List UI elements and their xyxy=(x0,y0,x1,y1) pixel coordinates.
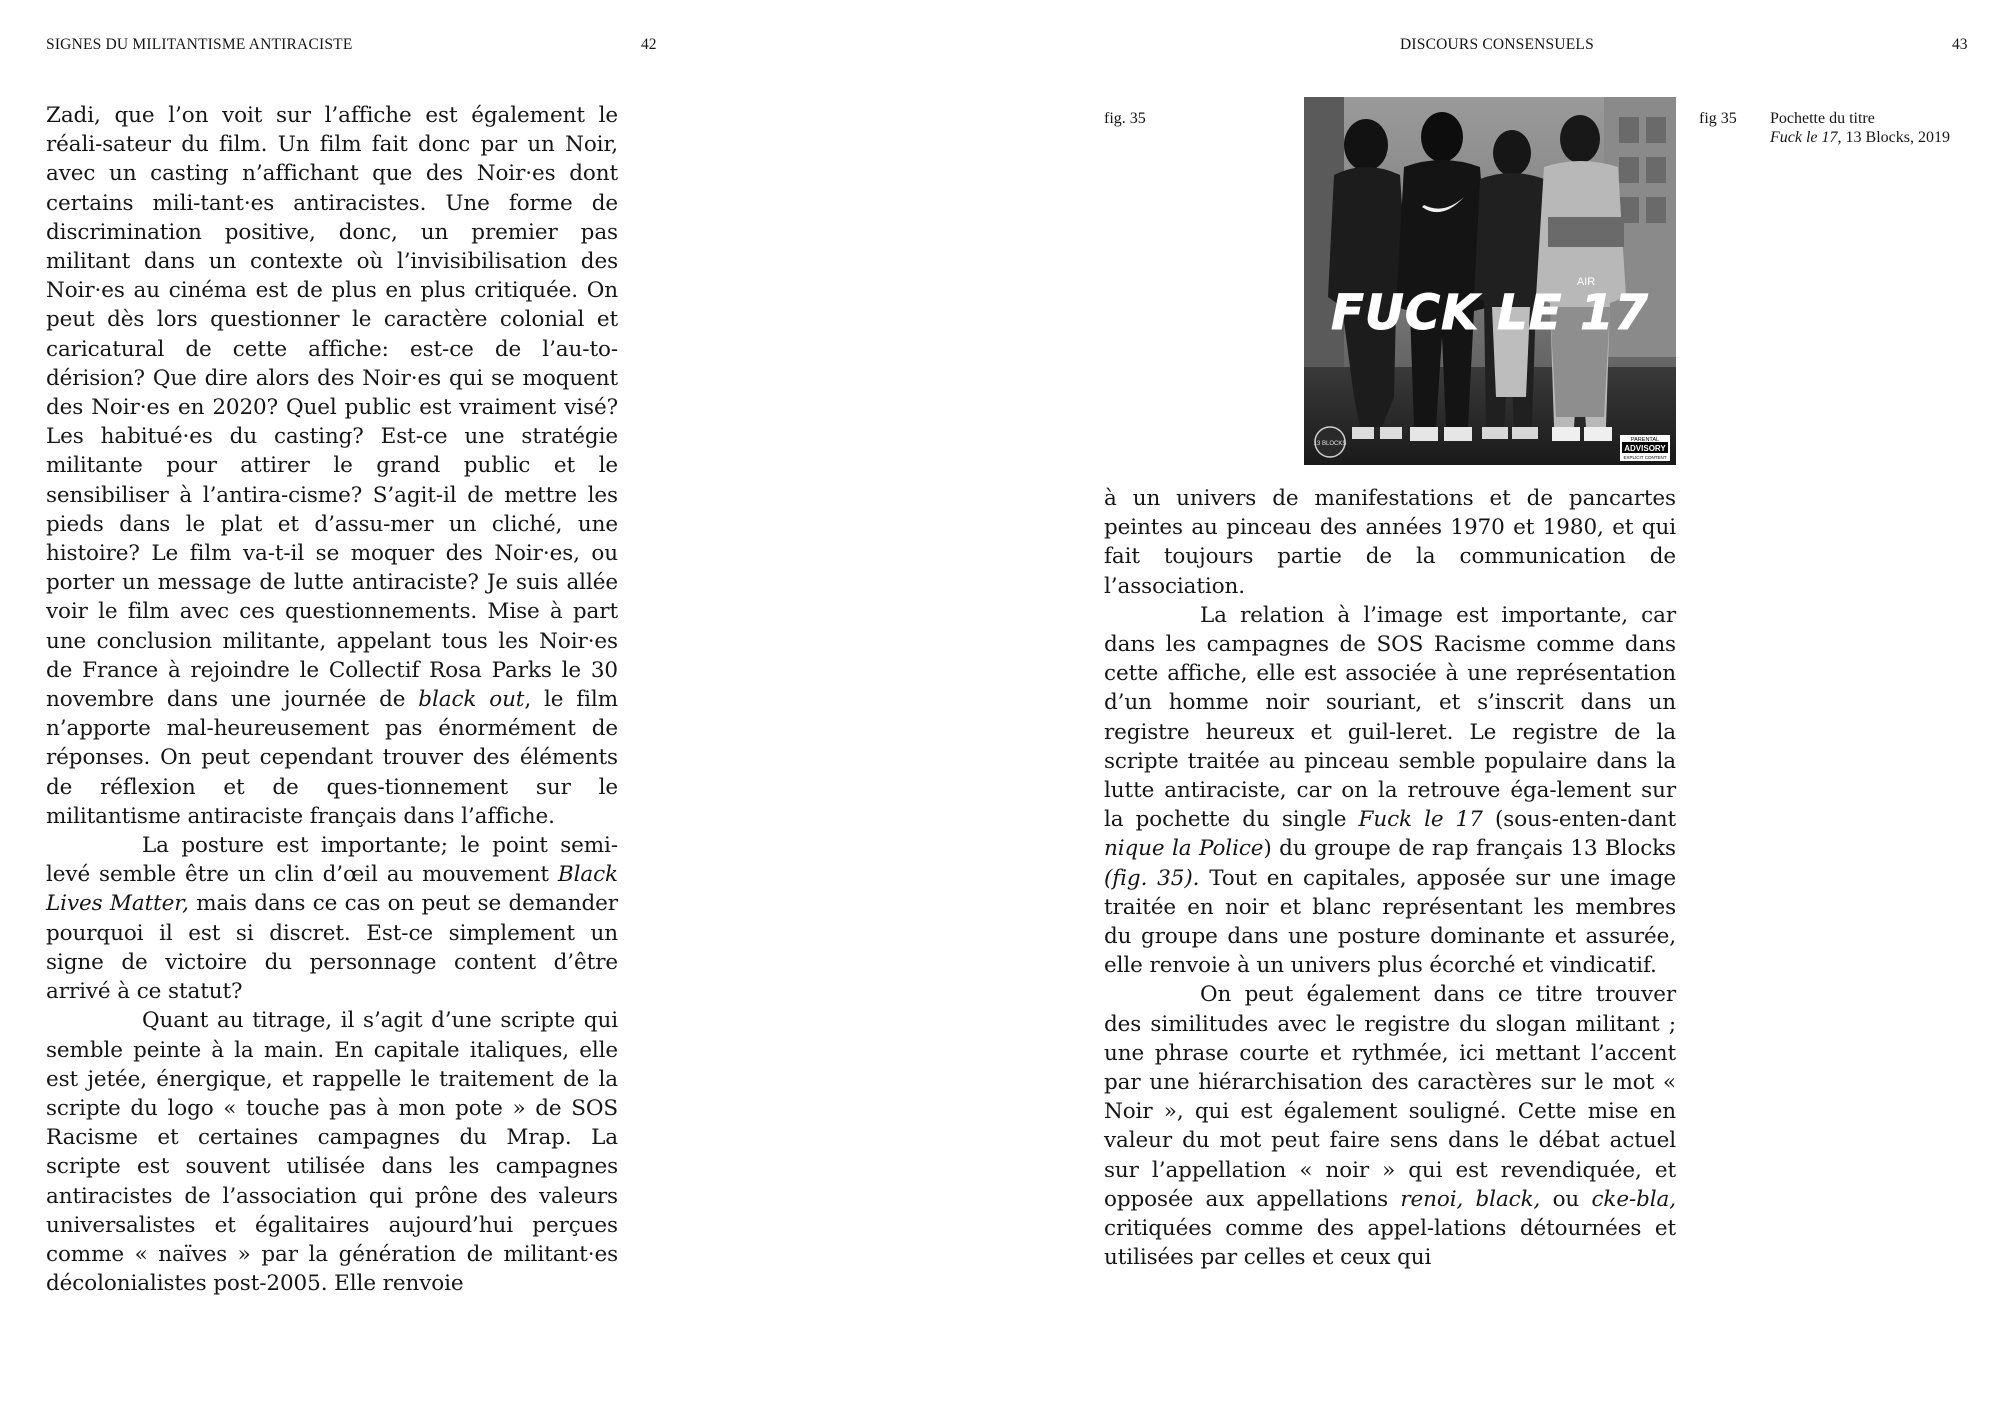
svg-text:ADVISORY: ADVISORY xyxy=(1624,444,1666,453)
paragraph: La posture est importante; le point semi-levé semble être un clin d’œil au mouvement Black Lives Matter, mais dans ce cas on peut se demander pourquoi il est si discret. Est-ce simplement un signe de victoire du personnage content d’être arrivé à ce statut? xyxy=(46,833,618,1005)
paragraph: On peut également dans ce titre trouver des similitudes avec le registre du slogan militant ; une phrase courte et rythmée, ici mettant l’accent par une hiérarchisation des caractères sur le mot « Noir », qui est également souligné. Cette mise en valeur du mot peut faire sens dans le débat actuel sur l’appellation « noir » qui est revendiquée, et opposée aux appellations renoi, black, ou cke-bla, critiquées comme des appel-lations détournées et utilisées par celles et ceux qui xyxy=(1104,982,1677,1271)
left-body-text xyxy=(46,101,618,1298)
paragraph: à un univers de manifestations et de pancartes peintes au pinceau des années 1970 et 1980, et qui fait toujours partie de la communication de l’association. xyxy=(1104,486,1676,599)
cover-title: FUCK LE 17 xyxy=(1331,285,1649,341)
album-cover-image xyxy=(1304,97,1676,465)
label-badge-text: 13 BLOCKS xyxy=(1313,441,1347,447)
left-page-number: 42 xyxy=(641,36,657,53)
paragraph: La relation à l’image est importante, car dans les campagnes de SOS Racisme comme dans cette affiche, elle est associée à une représentation d’un homme noir souriant, et s’inscrit dans un registre heureux et guil-leret. Le registre de la scripte traitée au pinceau semble populaire dans la lutte antiraciste, car on la retrouve éga-lement sur la pochette du single Fuck le 17 (sous-enten-dant nique la Police) du groupe de rap français 13 Blocks (fig. 35). Tout en capitales, apposée sur une image traitée en noir et blanc représentant les membres du groupe dans une posture dominante et assurée, elle renvoie à un univers plus écorché et vindicatif. xyxy=(1104,602,1677,979)
paragraph: Quant au titrage, il s’agit d’une scripte qui semble peinte à la main. En capitale italiques, elle est jetée, énergique, et rappelle le traitement de la scripte du logo « touche pas à mon pote » de SOS Racisme et certaines campagnes du Mrap. La scripte est souvent utilisée dans les campagnes antiracistes de l’association qui prône des valeurs universalistes et égalitaires aujourd’hui perçues comme « naïves » par la génération de militant·es décolonialistes post-2005. Elle renvoie xyxy=(46,1008,618,1297)
svg-text:PARENTAL: PARENTAL xyxy=(1630,437,1660,443)
figure-caption: Pochette du titre Fuck le 17, 13 Blocks, 2019 xyxy=(1770,110,1950,146)
paragraph: Zadi, que l’on voit sur l’affiche est également le réali-sateur du film. Un film fait donc par un Noir, avec un casting n’affichant que des Noir·es dont certains mili-tant·es antiracistes. Une forme de discrimination positive, donc, un premier pas militant dans un contexte où l’invisibilisation des Noir·es au cinéma est de plus en plus critiquée. On peut dès lors questionner le caractère colonial et caricatural de cette affiche: est-ce de l’au-to-dérision? Que dire alors des Noir·es qui se moquent des Noir·es en 2020? Quel public est vraiment visé? Les habitué·es du casting? Est-ce une stratégie militante pour attirer le grand public et le sensibiliser à l’antira-cisme? S’agit-il de mettre les pieds dans le plat et d’assu-mer un cliché, une histoire? Le film va-t-il se moquer des Noir·es, ou porter un message de lutte antiraciste? Je suis allée voir le film avec ces questionnements. Mise à part une conclusion militante, appelant tous les Noir·es de France à rejoindre le Collectif Rosa Parks le 30 novembre dans une journée de black out, le film n’apporte mal-heureusement pas énormément de réponses. On peut cependant trouver des éléments de réflexion et de ques-tionnement sur le militantisme antiraciste français dans l’affiche. xyxy=(46,103,618,829)
figure-caption-label: fig 35 xyxy=(1699,110,1737,127)
jacket-text: AIR xyxy=(1576,276,1596,288)
figure-label: fig. 35 xyxy=(1104,110,1146,127)
svg-text:EXPLICIT CONTENT: EXPLICIT CONTENT xyxy=(1623,455,1667,460)
right-running-head: DISCOURS CONSENSUELS xyxy=(1400,36,1594,53)
right-page-number: 43 xyxy=(1952,36,1968,53)
right-body-text xyxy=(1104,484,1676,1272)
parental-advisory-icon xyxy=(1620,435,1670,461)
left-running-head: SIGNES DU MILITANTISME ANTIRACISTE xyxy=(46,36,353,53)
